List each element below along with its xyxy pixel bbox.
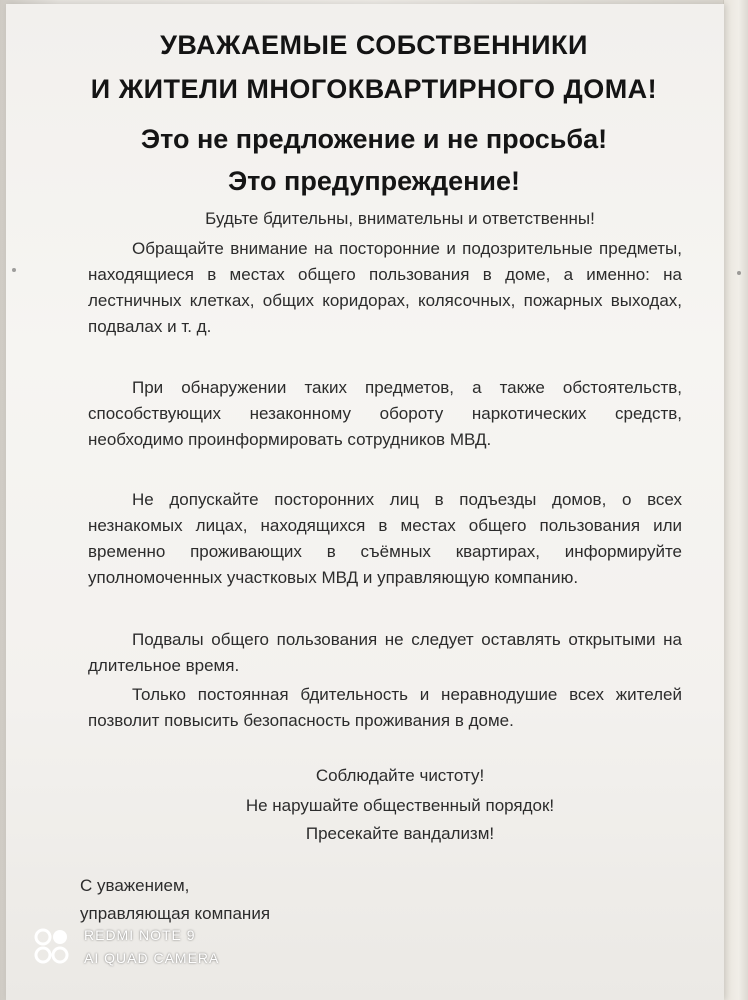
closing-signature: управляющая компания (80, 904, 271, 923)
closing-regards: С уважением, (80, 876, 190, 895)
camera-model: REDMI NOTE 9 (84, 927, 196, 943)
paragraph-suspicious-items: Обращайте внимание на посторонние и подозрительные предметы, находящиеся в местах общего пользования в доме, а именно: на лестничных клетках, общих коридорах, колясочных, пожарных выходах, подвалах и т. д. (88, 239, 682, 336)
paragraph-drug-circulation: При обнаружении таких предметов, а также обстоятельств, способствующих незаконному обороту наркотических средств, необходимо проинформировать сотрудников МВД. (88, 378, 682, 449)
notice-subtitle-line-2: Это предупреждение! (227, 166, 521, 196)
camera-logo-icon (32, 925, 76, 969)
notice-title-line-1: УВАЖАЕМЫЕ СОБСТВЕННИКИ (160, 30, 588, 60)
notice-subtitle-line-1: Это не предложение и не просьба! (140, 124, 608, 154)
call-cleanliness: Соблюдайте чистоту! (315, 766, 485, 785)
call-vandalism: Пресекайте вандализм! (305, 824, 495, 843)
paragraph-basements: Подвалы общего пользования не следует оставлять открытыми на длительное время. (88, 630, 682, 675)
paragraph-safety: Только постоянная бдительность и неравнодушие всех жителей позволит повысить безопасность проживания в доме. (88, 685, 682, 730)
call-public-order: Не нарушайте общественный порядок! (245, 796, 555, 815)
paper-speck (737, 271, 741, 275)
paper-speck (12, 268, 16, 272)
paragraph-vigilance: Будьте бдительны, внимательны и ответственны! (205, 209, 595, 228)
camera-feature: AI QUAD CAMERA (84, 950, 220, 966)
notice-title-line-2: И ЖИТЕЛИ МНОГОКВАРТИРНОГО ДОМА! (90, 74, 658, 104)
paragraph-strangers: Не допускайте посторонних лиц в подъезды домов, о всех незнакомых лицах, находящихся в местах общего пользования или временно проживающих в съёмных квартирах, информируйте уполномоченных участковых МВД и управляющую компанию. (88, 490, 682, 587)
